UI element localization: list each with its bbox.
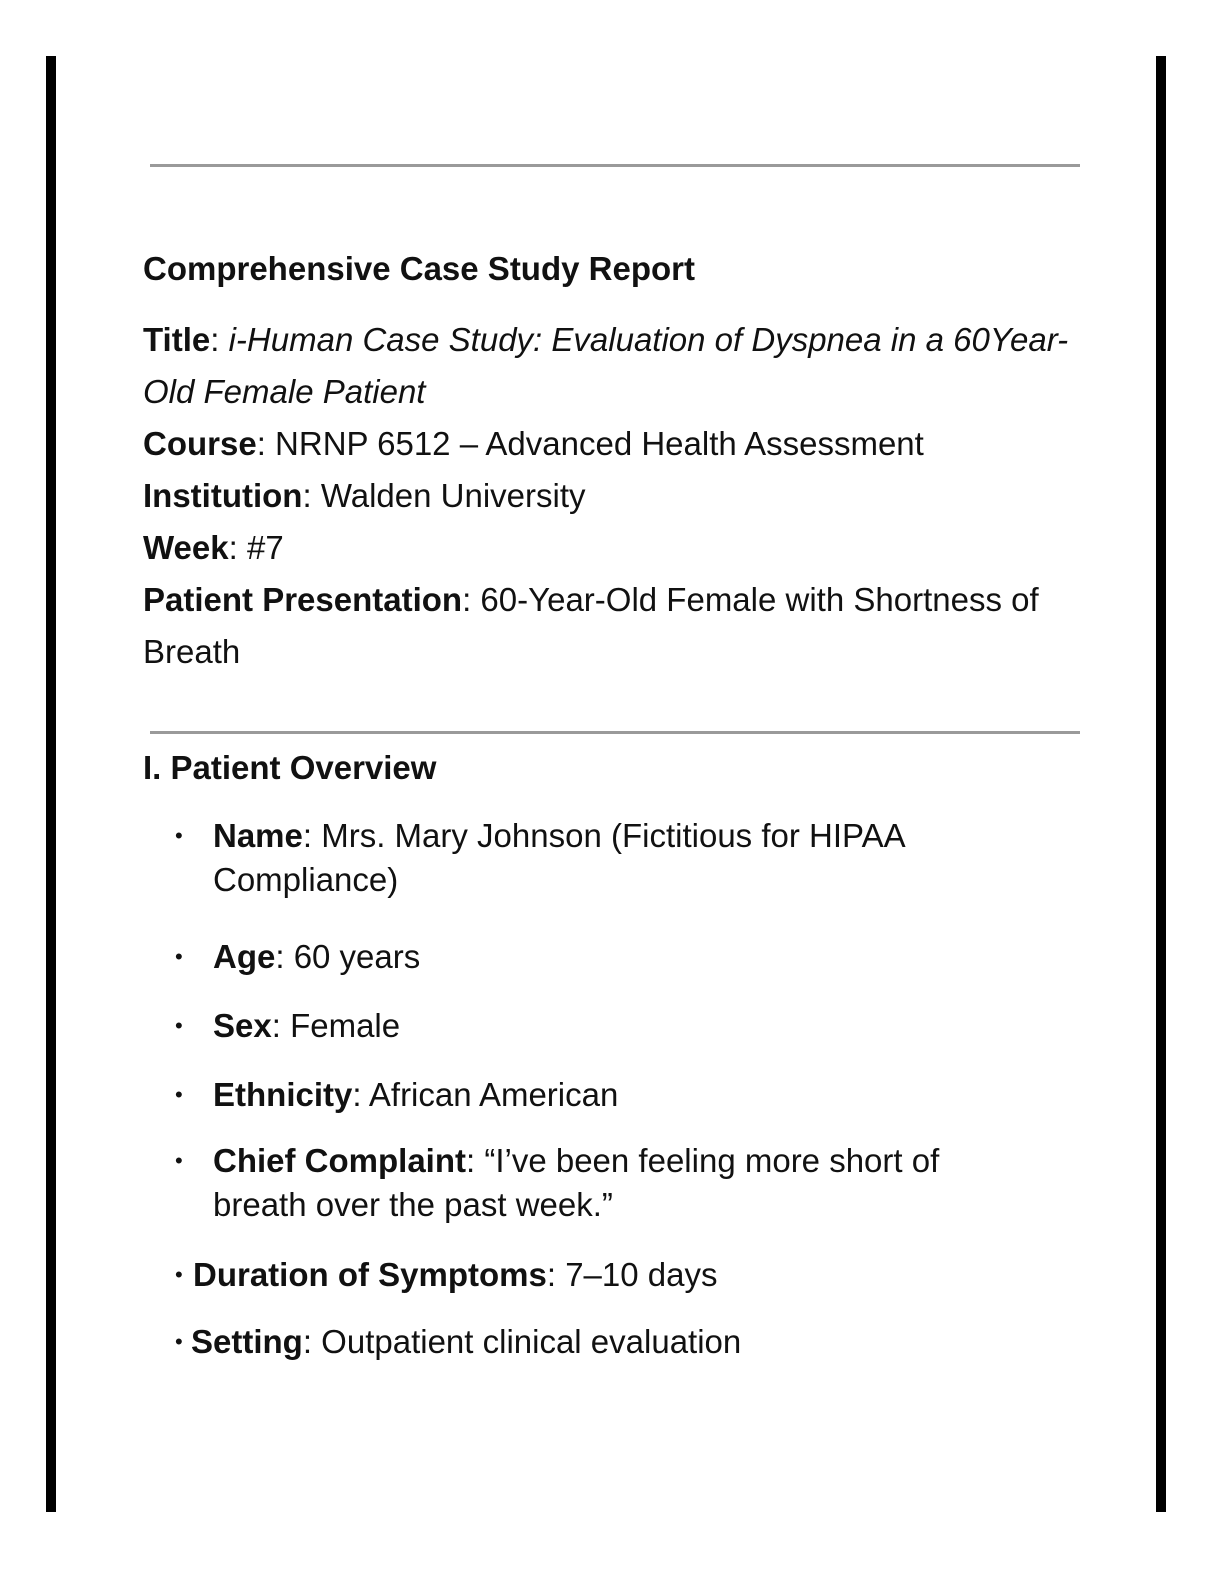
title-label: Title: [143, 321, 211, 358]
divider-middle: [150, 731, 1080, 734]
title-line: Title: i-Human Case Study: Evaluation of Dyspnea in a 60Year-Old Female Patient: [143, 321, 1069, 410]
list-item-age: • Age: 60 years: [213, 935, 1033, 979]
title-value: i-Human Case Study: Evaluation of Dyspnea in a 60Year-Old Female Patient: [143, 321, 1069, 410]
item-label: Setting: [191, 1323, 303, 1360]
bullet-icon: •: [175, 823, 183, 848]
item-value: African American: [368, 1076, 619, 1113]
week-label: Week: [143, 529, 229, 566]
list-item-duration: • Duration of Symptoms: 7–10 days: [193, 1253, 1013, 1297]
item-label: Chief Complaint: [213, 1142, 466, 1179]
week-line: Week: #7: [143, 529, 284, 566]
item-label: Name: [213, 817, 303, 854]
item-value: “I’ve been feeling more short of breath over the past week.”: [213, 1142, 940, 1223]
item-value: 60 years: [293, 938, 421, 975]
institution-label: Institution: [143, 477, 303, 514]
section-heading-patient-overview: I. Patient Overview: [143, 749, 437, 786]
bullet-icon: •: [175, 1082, 183, 1107]
item-label: Ethnicity: [213, 1076, 353, 1113]
course-label: Course: [143, 425, 257, 462]
presentation-value: 60-Year-Old Female with Shortness of Breath: [143, 581, 1039, 670]
presentation-line: Patient Presentation: 60-Year-Old Female with Shortness of Breath: [143, 581, 1039, 670]
item-label: Age: [213, 938, 276, 975]
item-label: Duration of Symptoms: [193, 1256, 547, 1293]
page-border-left: [46, 56, 56, 1512]
week-value: #7: [246, 529, 284, 566]
presentation-label: Patient Presentation: [143, 581, 463, 618]
item-value: Female: [290, 1007, 401, 1044]
bullet-icon: •: [175, 1148, 183, 1173]
list-item-setting: • Setting: Outpatient clinical evaluation: [191, 1320, 1011, 1364]
bullet-icon: •: [175, 1262, 183, 1287]
divider-top: [150, 164, 1080, 167]
list-item-sex: • Sex: Female: [213, 1004, 1033, 1048]
item-value: Outpatient clinical evaluation: [321, 1323, 742, 1360]
item-value: Mrs. Mary Johnson (Fictitious for HIPAA Compliance): [213, 817, 904, 898]
bullet-icon: •: [175, 1013, 183, 1038]
page-border-right: [1156, 56, 1166, 1512]
course-value: NRNP 6512 – Advanced Health Assessment: [275, 425, 924, 462]
report-heading: Comprehensive Case Study Report: [143, 250, 695, 287]
institution-line: Institution: Walden University: [143, 477, 586, 514]
course-line: Course: NRNP 6512 – Advanced Health Assessment: [143, 425, 924, 462]
bullet-icon: •: [175, 1329, 183, 1354]
bullet-icon: •: [175, 944, 183, 969]
list-item-chief-complaint: • Chief Complaint: “I’ve been feeling more short of breath over the past week.”: [213, 1139, 1033, 1227]
report-metadata: [143, 314, 1073, 678]
item-value: 7–10 days: [565, 1256, 718, 1293]
list-item-ethnicity: • Ethnicity: African American: [213, 1073, 1033, 1117]
item-label: Sex: [213, 1007, 272, 1044]
list-item-name: • Name: Mrs. Mary Johnson (Fictitious for HIPAA Compliance): [213, 814, 1033, 902]
institution-value: Walden University: [320, 477, 586, 514]
